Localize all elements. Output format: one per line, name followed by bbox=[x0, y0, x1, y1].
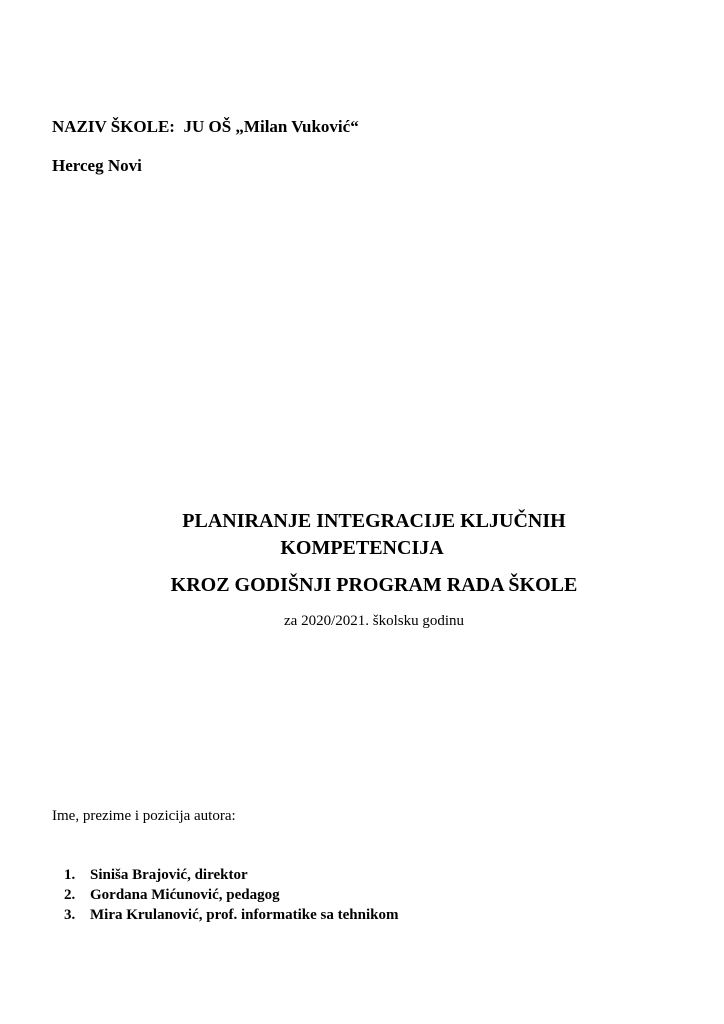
author-item bbox=[64, 885, 398, 905]
document-title-line-3: KROZ GODIŠNJI PROGRAM RADA ŠKOLE bbox=[170, 574, 578, 596]
author-item bbox=[64, 905, 398, 925]
author-text: Mira Krulanović, prof. informatike sa tehnikom bbox=[90, 907, 399, 923]
author-text: Gordana Mićunović, pedagog bbox=[90, 887, 280, 903]
document-title-line-2: KOMPETENCIJA bbox=[280, 537, 444, 559]
author-text: Siniša Brajović, direktor bbox=[90, 867, 248, 883]
document-subtitle: za 2020/2021. školsku godinu bbox=[284, 613, 464, 629]
school-city: Herceg Novi bbox=[52, 156, 142, 175]
author-number: 1. bbox=[64, 867, 76, 883]
document-title-line-1: PLANIRANJE INTEGRACIJE KLJUČNIH bbox=[182, 510, 566, 532]
author-number: 2. bbox=[64, 887, 76, 903]
author-item bbox=[64, 865, 398, 885]
school-name-line: NAZIV ŠKOLE: JU OŠ „Milan Vuković“ bbox=[52, 117, 359, 136]
authors-list bbox=[64, 865, 398, 925]
authors-label: Ime, prezime i pozicija autora: bbox=[52, 808, 236, 824]
author-number: 3. bbox=[64, 907, 76, 923]
